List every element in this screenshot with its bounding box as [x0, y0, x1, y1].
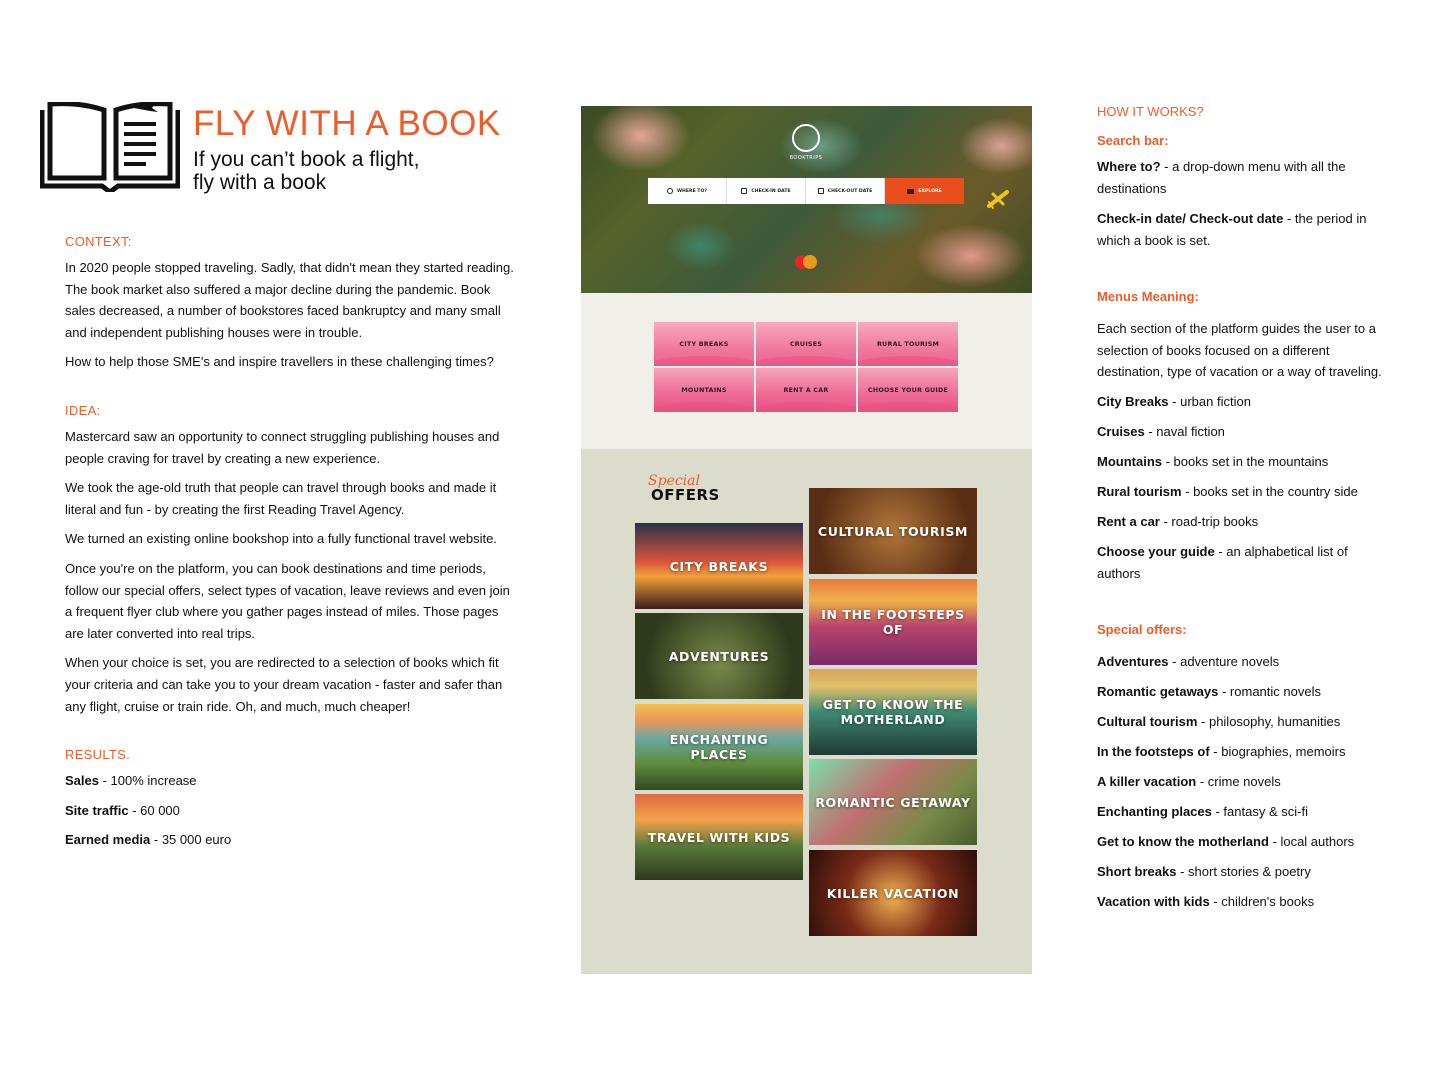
explore-label: EXPLORE [918, 188, 942, 194]
menu-meaning-item [1097, 511, 1387, 533]
calendar-icon [741, 188, 747, 194]
desc: - the period in which a book is set. [1097, 210, 1367, 248]
book-icon [40, 102, 180, 192]
desc: - philosophy, humanities [1197, 714, 1341, 730]
check-in-field[interactable] [727, 178, 806, 204]
results-term: Site traffic [65, 802, 129, 818]
subtitle-line-1: If you can’t book a flight, [193, 148, 420, 171]
term: Adventures [1097, 654, 1169, 670]
desc: - biographies, memoirs [1209, 744, 1346, 760]
term: Get to know the motherland [1097, 834, 1269, 850]
offer-meaning-item [1097, 651, 1387, 673]
desc: - an alphabetical list of authors [1097, 544, 1348, 581]
desc: - a drop-down menu with all the destinations [1097, 159, 1346, 196]
where-to-field[interactable] [648, 178, 727, 204]
menu-choose-your-guide[interactable] [858, 368, 958, 412]
offer-killer-vacation[interactable]: KILLER VACATION [809, 850, 977, 936]
term: Cultural tourism [1097, 714, 1198, 730]
term: A killer vacation [1097, 774, 1197, 790]
results-heading: RESULTS. [65, 747, 131, 763]
search-bar-heading: Search bar: [1097, 133, 1169, 148]
menu-label: MOUNTAINS [681, 386, 727, 394]
menu-label: CITY BREAKS [679, 340, 729, 348]
where-to-label: WHERE TO? [676, 188, 708, 194]
search-bar [648, 178, 964, 204]
desc: - crime novels [1196, 774, 1281, 790]
offer-enchanting-places[interactable]: ENCHANTING PLACES [635, 704, 803, 790]
offer-in-the-footsteps-of[interactable]: IN THE FOOTSTEPS OF [809, 579, 977, 665]
menu-label: RURAL TOURISM [876, 340, 940, 348]
explore-button[interactable] [885, 178, 964, 204]
hero-banner [581, 106, 1032, 293]
term: Rural tourism [1097, 484, 1182, 500]
subtitle-line-2: fly with a book [193, 171, 327, 194]
results-desc: - 35 000 euro [150, 832, 232, 848]
offer-meaning-item [1097, 891, 1387, 913]
category-menu [654, 322, 958, 412]
globe-icon [667, 188, 673, 194]
menu-city-breaks[interactable] [654, 322, 754, 366]
idea-paragraph-4: Once you're on the platform, you can book destinations and time periods, follow our special offers, select types of vacation, leave reviews and even join a frequent flyer club where you gather pages instead of miles. Those pages are later converted into real trips. [65, 560, 510, 641]
airplane-icon [985, 186, 1011, 212]
term: In the footsteps of [1097, 744, 1210, 760]
offer-cultural-tourism[interactable]: CULTURAL TOURISM [809, 488, 977, 574]
desc: - children's books [1209, 894, 1315, 910]
desc: - short stories & poetry [1176, 864, 1311, 880]
desc: - books set in the mountains [1162, 454, 1329, 470]
brand-name: BOOKTRIPS [789, 155, 823, 161]
mastercard-logo-icon [792, 254, 820, 270]
desc: - romantic novels [1218, 684, 1321, 700]
idea-paragraph-2: We took the age-old truth that people can travel through books and made it literal and fun - by creating the first Reading Travel Agency. [65, 480, 497, 517]
menu-meaning-item [1097, 391, 1387, 413]
term: Choose your guide [1097, 544, 1215, 560]
desc: - books set in the country side [1181, 484, 1358, 500]
context-paragraph-2: How to help those SME's and inspire travellers in these challenging times? [65, 354, 494, 370]
offer-meaning-item [1097, 771, 1387, 793]
menu-meaning-item [1097, 541, 1387, 584]
term: Vacation with kids [1097, 894, 1210, 910]
booktrips-logo-icon [792, 124, 820, 152]
offer-travel-with-kids[interactable]: TRAVEL WITH KIDS [635, 794, 803, 880]
menus-intro: Each section of the platform guides the user to a selection of books focused on a different destination, type of vacation or a way of traveling. [1097, 321, 1382, 380]
term: Short breaks [1097, 864, 1177, 880]
term: Check-in date/ Check-out date [1097, 210, 1284, 226]
desc: - fantasy & sci-fi [1211, 804, 1308, 820]
check-out-label: CHECK-OUT DATE [827, 188, 873, 194]
term: Romantic getaways [1097, 684, 1219, 700]
offer-romantic-getaway[interactable]: ROMANTIC GETAWAY [809, 759, 977, 845]
results-item [65, 770, 515, 792]
offer-adventures[interactable]: ADVENTURES [635, 613, 803, 699]
menu-label: CRUISES [789, 340, 823, 348]
offer-meaning-item [1097, 681, 1387, 703]
offer-meaning-item [1097, 801, 1387, 823]
term: Mountains [1097, 454, 1162, 470]
page-subtitle [193, 148, 419, 194]
offers-title-small: Special [648, 473, 700, 489]
desc: - road-trip books [1159, 514, 1259, 530]
offer-get-to-know-the-motherland[interactable]: GET TO KNOW THE MOTHERLAND [809, 669, 977, 755]
offer-city-breaks[interactable]: CITY BREAKS [635, 523, 803, 609]
desc: - naval fiction [1144, 424, 1225, 440]
menu-cruises[interactable] [756, 322, 856, 366]
menu-rent-a-car[interactable] [756, 368, 856, 412]
term: Where to? [1097, 159, 1161, 175]
search-item [1097, 208, 1387, 251]
results-item [65, 800, 515, 822]
term: Rent a car [1097, 514, 1160, 530]
desc: - adventure novels [1168, 654, 1280, 670]
menu-rural-tourism[interactable] [858, 322, 958, 366]
calendar-icon [818, 188, 824, 194]
page-title: FLY WITH A BOOK [193, 104, 501, 143]
menu-mountains[interactable] [654, 368, 754, 412]
results-term: Sales [65, 773, 99, 789]
menus-meaning-heading: Menus Meaning: [1097, 289, 1199, 305]
how-it-works-heading: HOW IT WORKS? [1097, 104, 1204, 119]
offers-title: OFFERS [651, 486, 720, 504]
idea-paragraph-3: We turned an existing online bookshop into a fully functional travel website. [65, 531, 497, 547]
right-column [1097, 104, 1387, 913]
term: Enchanting places [1097, 804, 1212, 820]
idea-heading: IDEA: [65, 402, 101, 418]
search-item [1097, 156, 1387, 199]
offer-meaning-item [1097, 711, 1387, 733]
check-in-label: CHECK-IN DATE [751, 188, 791, 194]
idea-paragraph-5: When your choice is set, you are redirected to a selection of books which fit your criteria and can take you to your dream vacation - faster and safer than any flight, cruise or train ride. Oh, and much, much cheaper! [65, 655, 503, 714]
results-term: Earned media [65, 832, 151, 848]
check-out-field[interactable] [806, 178, 885, 204]
offer-meaning-item [1097, 831, 1387, 853]
desc: - urban fiction [1168, 394, 1251, 410]
special-offers-heading: Special offers: [1097, 622, 1187, 638]
results-desc: - 100% increase [98, 773, 197, 789]
results-desc: - 60 000 [128, 802, 180, 818]
offer-meaning-item [1097, 861, 1387, 883]
term: Cruises [1097, 424, 1145, 440]
desc: - local authors [1268, 834, 1355, 850]
context-heading: CONTEXT: [65, 234, 132, 249]
menu-meaning-item [1097, 421, 1387, 443]
menu-meaning-item [1097, 481, 1387, 503]
idea-paragraph-1: Mastercard saw an opportunity to connect struggling publishing houses and people craving for travel by creating a new experience. [65, 428, 500, 466]
offer-meaning-item [1097, 741, 1387, 763]
context-paragraph-1: In 2020 people stopped traveling. Sadly, that didn't mean they started reading. The book market also suffered a major decline during the pandemic. Book sales decreased, a number of bookstores faced bankruptcy and many small and independent publishing houses were in trouble. [65, 260, 514, 340]
menu-label: CHOOSE YOUR GUIDE [867, 386, 949, 394]
menu-label: RENT A CAR [783, 386, 829, 394]
term: City Breaks [1097, 394, 1169, 410]
menu-meaning-item [1097, 451, 1387, 473]
results-item [65, 829, 515, 851]
website-mockup [581, 106, 1032, 974]
car-icon [907, 189, 914, 194]
left-column [65, 234, 515, 851]
